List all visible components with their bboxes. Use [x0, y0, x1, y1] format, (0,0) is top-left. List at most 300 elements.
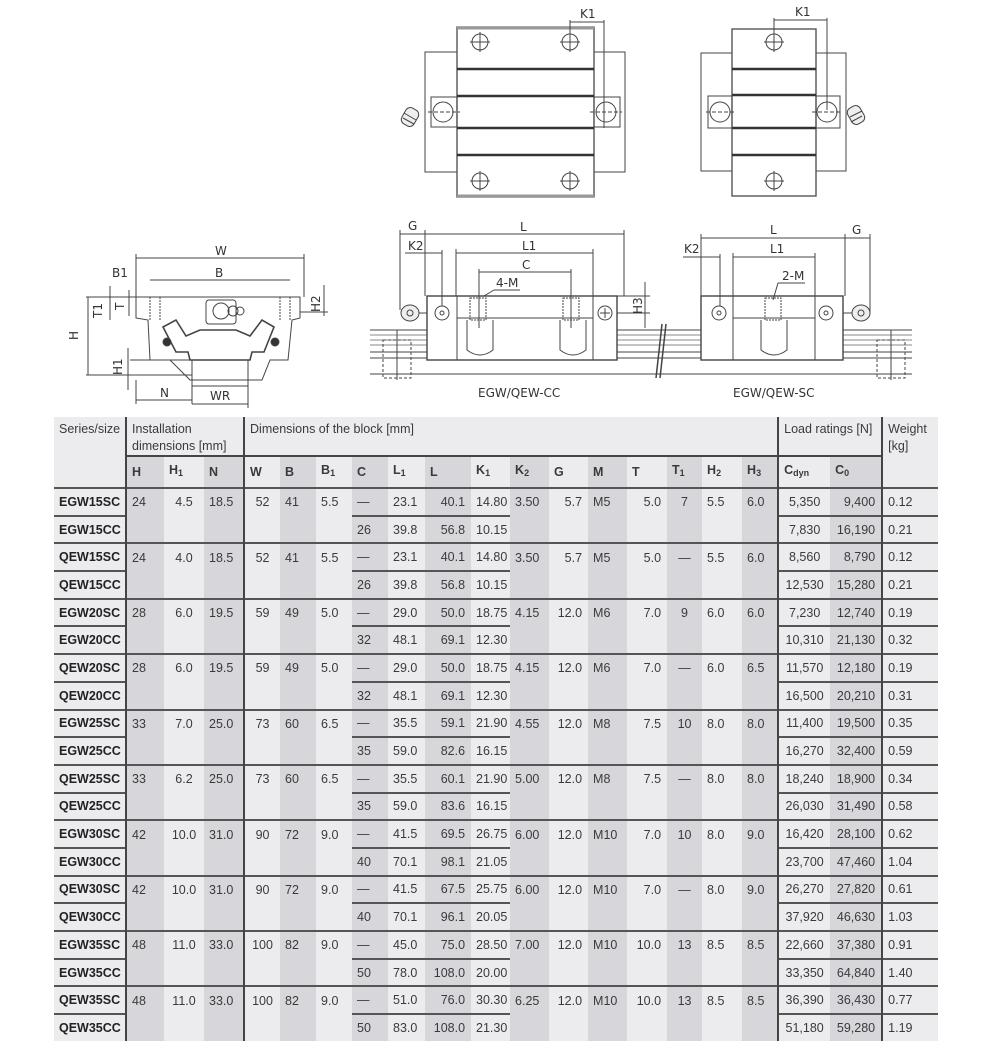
cell-k1: 12.30 — [471, 682, 510, 710]
cell-m — [588, 571, 627, 599]
cell-b: 82 — [280, 931, 316, 959]
cell-h: 48 — [126, 986, 164, 1014]
top-view-cc-drawing — [399, 7, 625, 197]
cell-cdyn: 22,660 — [778, 931, 830, 959]
cell-c: 40 — [352, 848, 388, 876]
series-size-cell: QEW30CC — [54, 903, 126, 931]
cell-g — [549, 903, 588, 931]
cell-t1: 9 — [667, 599, 702, 627]
cell-c: — — [352, 986, 388, 1014]
column-subscript: 3 — [756, 468, 762, 478]
m-thread-label: 4-M — [496, 276, 519, 290]
m-thread-label: 2-M — [782, 269, 805, 283]
cell-k2 — [510, 959, 549, 987]
column-symbol: H — [132, 464, 142, 479]
cell-b1 — [316, 516, 352, 544]
cell-w: 90 — [244, 876, 280, 904]
cell-k2 — [510, 1014, 549, 1041]
cell-w — [244, 1014, 280, 1041]
b1-label: B1 — [112, 266, 128, 280]
cell-w — [244, 682, 280, 710]
cell-t1: 13 — [667, 931, 702, 959]
cell-l1: 48.1 — [388, 682, 425, 710]
cell-l1: 78.0 — [388, 959, 425, 987]
cell-l1: 70.1 — [388, 848, 425, 876]
cell-c0: 59,280 — [830, 1014, 882, 1041]
cell-l: 75.0 — [425, 931, 471, 959]
cell-l: 40.1 — [425, 543, 471, 571]
table-group-header — [54, 417, 938, 456]
h2-label: H2 — [309, 295, 323, 312]
series-size-cell: EGW15CC — [54, 516, 126, 544]
column-header-cdyn — [778, 456, 830, 488]
grease-nipple-icon — [401, 305, 427, 321]
series-size-cell: QEW15CC — [54, 571, 126, 599]
cell-l: 96.1 — [425, 903, 471, 931]
cell-w — [244, 737, 280, 765]
table-row — [54, 626, 938, 654]
cell-cdyn: 26,030 — [778, 793, 830, 821]
table-row — [54, 848, 938, 876]
cell-l: 82.6 — [425, 737, 471, 765]
cell-h2 — [702, 571, 742, 599]
cell-weight: 0.61 — [882, 876, 938, 904]
cell-h3: 9.0 — [742, 876, 778, 904]
cell-w: 73 — [244, 765, 280, 793]
k1-label: K1 — [795, 5, 811, 19]
cell-h: 24 — [126, 543, 164, 571]
cell-cdyn: 11,570 — [778, 654, 830, 682]
column-header-l1 — [388, 456, 425, 488]
cell-b — [280, 682, 316, 710]
cell-l1: 35.5 — [388, 710, 425, 738]
cell-t: 10.0 — [627, 986, 667, 1014]
column-header-m — [588, 456, 627, 488]
cell-t — [627, 516, 667, 544]
cell-cdyn: 16,420 — [778, 820, 830, 848]
cell-w — [244, 793, 280, 821]
cell-l1: 59.0 — [388, 737, 425, 765]
cell-b: 49 — [280, 654, 316, 682]
table-row — [54, 516, 938, 544]
column-header-k2 — [510, 456, 549, 488]
cell-weight: 0.32 — [882, 626, 938, 654]
cell-h3 — [742, 737, 778, 765]
cell-c: — — [352, 765, 388, 793]
cell-k2 — [510, 516, 549, 544]
top-view-sc-drawing — [701, 5, 867, 196]
cell-n: 18.5 — [204, 543, 244, 571]
cell-t: 7.0 — [627, 654, 667, 682]
column-header-n — [204, 456, 244, 488]
cell-l: 69.1 — [425, 682, 471, 710]
cell-m — [588, 1014, 627, 1041]
table-column-header — [54, 456, 938, 488]
cell-l1: 48.1 — [388, 626, 425, 654]
k2-label: K2 — [684, 242, 700, 256]
cell-h — [126, 737, 164, 765]
column-symbol: K — [515, 463, 525, 477]
cell-b1: 5.0 — [316, 599, 352, 627]
cell-h: 42 — [126, 820, 164, 848]
cell-b1: 9.0 — [316, 876, 352, 904]
column-symbol: H — [747, 463, 757, 477]
series-size-cell: QEW25CC — [54, 793, 126, 821]
cell-t — [627, 571, 667, 599]
cell-t: 5.0 — [627, 488, 667, 516]
cell-w: 100 — [244, 986, 280, 1014]
cell-h — [126, 793, 164, 821]
cell-c0: 9,400 — [830, 488, 882, 516]
cell-h2: 8.0 — [702, 820, 742, 848]
l1-label: L1 — [522, 239, 537, 253]
cell-k1: 14.80 — [471, 543, 510, 571]
table-row — [54, 903, 938, 931]
cell-k1: 21.30 — [471, 1014, 510, 1041]
cell-h2 — [702, 903, 742, 931]
table-row — [54, 986, 938, 1014]
cell-t1 — [667, 571, 702, 599]
cell-g — [549, 516, 588, 544]
cell-m — [588, 626, 627, 654]
cell-h3: 8.5 — [742, 986, 778, 1014]
column-subscript: 1 — [679, 468, 685, 478]
cell-h2 — [702, 737, 742, 765]
b-label: B — [215, 266, 224, 280]
cell-weight: 1.03 — [882, 903, 938, 931]
table-row — [54, 682, 938, 710]
cell-b: 60 — [280, 765, 316, 793]
cell-c0: 15,280 — [830, 571, 882, 599]
cell-k1: 18.75 — [471, 654, 510, 682]
cell-h — [126, 1014, 164, 1041]
h1-label: H1 — [111, 358, 125, 375]
cell-c: — — [352, 654, 388, 682]
cell-t1 — [667, 516, 702, 544]
column-header-h3 — [742, 456, 778, 488]
cell-h2: 5.5 — [702, 543, 742, 571]
cell-h2: 8.0 — [702, 876, 742, 904]
sc-caption: EGW/QEW-SC — [733, 386, 815, 400]
cell-k1: 21.05 — [471, 848, 510, 876]
series-size-cell: QEW35CC — [54, 1014, 126, 1041]
cell-b1 — [316, 737, 352, 765]
cell-w: 59 — [244, 654, 280, 682]
cell-k1: 10.15 — [471, 516, 510, 544]
load-ratings-header: Load ratings [N] — [778, 417, 882, 456]
cell-t: 7.5 — [627, 710, 667, 738]
cell-t1: 10 — [667, 710, 702, 738]
cell-h1 — [164, 682, 204, 710]
cell-c: — — [352, 599, 388, 627]
column-subscript: 1 — [330, 468, 336, 478]
column-header-t1 — [667, 456, 702, 488]
cell-weight: 0.19 — [882, 654, 938, 682]
cell-g: 12.0 — [549, 876, 588, 904]
cell-k1: 10.15 — [471, 571, 510, 599]
cell-l1: 59.0 — [388, 793, 425, 821]
cell-m — [588, 903, 627, 931]
cell-t1 — [667, 737, 702, 765]
cell-b: 60 — [280, 710, 316, 738]
cell-h: 33 — [126, 710, 164, 738]
cell-weight: 0.12 — [882, 543, 938, 571]
series-size-cell: EGW15SC — [54, 488, 126, 516]
cell-l: 76.0 — [425, 986, 471, 1014]
cell-n — [204, 959, 244, 987]
cell-g: 12.0 — [549, 599, 588, 627]
cell-t: 5.0 — [627, 543, 667, 571]
table-row — [54, 488, 938, 516]
cell-b — [280, 626, 316, 654]
column-subscript: 2 — [524, 468, 530, 478]
cell-h2 — [702, 959, 742, 987]
cell-weight: 1.04 — [882, 848, 938, 876]
cell-t1 — [667, 682, 702, 710]
cell-t: 7.0 — [627, 876, 667, 904]
cell-c: 26 — [352, 571, 388, 599]
cell-n: 33.0 — [204, 931, 244, 959]
cell-h1 — [164, 959, 204, 987]
grease-nipple-icon — [399, 106, 420, 129]
t-label: T — [113, 302, 127, 310]
cell-l1: 23.1 — [388, 543, 425, 571]
series-size-cell: EGW20CC — [54, 626, 126, 654]
cell-cdyn: 33,350 — [778, 959, 830, 987]
cell-h3: 6.0 — [742, 488, 778, 516]
cell-w: 52 — [244, 543, 280, 571]
cell-b — [280, 571, 316, 599]
cell-g — [549, 848, 588, 876]
column-header-c — [352, 456, 388, 488]
column-header-t — [627, 456, 667, 488]
cell-b — [280, 793, 316, 821]
cell-t: 7.0 — [627, 599, 667, 627]
cell-k1: 14.80 — [471, 488, 510, 516]
table-row — [54, 543, 938, 571]
cell-h: 48 — [126, 931, 164, 959]
column-subscript: 0 — [844, 468, 850, 478]
cell-k1: 21.90 — [471, 765, 510, 793]
column-symbol: K — [476, 463, 486, 477]
table-row — [54, 931, 938, 959]
cell-h2: 8.0 — [702, 765, 742, 793]
w-label: W — [215, 244, 227, 258]
cell-c: — — [352, 876, 388, 904]
series-size-cell: QEW15SC — [54, 543, 126, 571]
cell-c: — — [352, 931, 388, 959]
cell-cdyn: 12,530 — [778, 571, 830, 599]
cell-l1: 29.0 — [388, 654, 425, 682]
cell-h — [126, 959, 164, 987]
column-header-h1 — [164, 456, 204, 488]
cell-t1 — [667, 626, 702, 654]
cell-h3: 8.0 — [742, 765, 778, 793]
cell-cdyn: 26,270 — [778, 876, 830, 904]
table-row — [54, 571, 938, 599]
cell-h1 — [164, 903, 204, 931]
column-header-k1 — [471, 456, 510, 488]
cell-b: 72 — [280, 820, 316, 848]
g-label: G — [852, 223, 862, 237]
cell-c: — — [352, 820, 388, 848]
cell-m: M10 — [588, 820, 627, 848]
cell-l1: 39.8 — [388, 571, 425, 599]
cell-h1: 6.0 — [164, 599, 204, 627]
cc-caption: EGW/QEW-CC — [478, 386, 561, 400]
cell-h2 — [702, 626, 742, 654]
cell-h — [126, 626, 164, 654]
cell-l: 69.5 — [425, 820, 471, 848]
cell-h1: 10.0 — [164, 820, 204, 848]
column-symbol: N — [209, 464, 219, 479]
h-label: H — [67, 330, 81, 340]
cell-k1: 16.15 — [471, 793, 510, 821]
cell-l: 56.8 — [425, 516, 471, 544]
cell-h2: 6.0 — [702, 654, 742, 682]
cell-l: 50.0 — [425, 654, 471, 682]
cell-k1: 21.90 — [471, 710, 510, 738]
cell-weight: 0.19 — [882, 599, 938, 627]
l1-label: L1 — [770, 242, 785, 256]
h3-label: H3 — [631, 297, 645, 314]
cell-t1: — — [667, 543, 702, 571]
series-size-cell: EGW35SC — [54, 931, 126, 959]
series-size-cell: EGW25CC — [54, 737, 126, 765]
cell-b: 41 — [280, 488, 316, 516]
cell-k1: 30.30 — [471, 986, 510, 1014]
cell-c0: 8,790 — [830, 543, 882, 571]
cell-g — [549, 959, 588, 987]
cell-l1: 39.8 — [388, 516, 425, 544]
cell-k1: 16.15 — [471, 737, 510, 765]
cell-g: 5.7 — [549, 488, 588, 516]
cell-b1 — [316, 903, 352, 931]
cell-k1: 18.75 — [471, 599, 510, 627]
cell-c0: 27,820 — [830, 876, 882, 904]
cell-m: M10 — [588, 986, 627, 1014]
series-size-cell: EGW20SC — [54, 599, 126, 627]
cell-k2 — [510, 848, 549, 876]
cell-t — [627, 1014, 667, 1041]
cell-b1: 5.5 — [316, 543, 352, 571]
cell-h3 — [742, 1014, 778, 1041]
cell-l1: 51.0 — [388, 986, 425, 1014]
column-symbol: W — [250, 464, 262, 479]
cell-weight: 0.21 — [882, 571, 938, 599]
cell-h3 — [742, 571, 778, 599]
cell-b: 82 — [280, 986, 316, 1014]
cell-h2: 8.0 — [702, 710, 742, 738]
cell-b1 — [316, 571, 352, 599]
cell-c0: 36,430 — [830, 986, 882, 1014]
series-size-cell: QEW25SC — [54, 765, 126, 793]
cell-k1: 20.05 — [471, 903, 510, 931]
column-symbol: H — [707, 463, 717, 477]
cell-c: 32 — [352, 626, 388, 654]
cell-b — [280, 1014, 316, 1041]
cell-h: 28 — [126, 654, 164, 682]
column-subscript: 1 — [178, 468, 184, 478]
column-symbol: B — [285, 464, 295, 479]
series-size-cell: EGW30SC — [54, 820, 126, 848]
cell-h: 28 — [126, 599, 164, 627]
column-symbol: L — [393, 463, 401, 477]
cell-h3 — [742, 682, 778, 710]
cell-n — [204, 682, 244, 710]
cell-h1 — [164, 516, 204, 544]
cell-w — [244, 959, 280, 987]
cell-weight: 0.21 — [882, 516, 938, 544]
cell-l: 108.0 — [425, 959, 471, 987]
l-label: L — [520, 220, 527, 234]
cell-n: 25.0 — [204, 765, 244, 793]
cell-weight: 1.19 — [882, 1014, 938, 1041]
cell-t1: 7 — [667, 488, 702, 516]
l-label: L — [770, 223, 777, 237]
cell-h — [126, 571, 164, 599]
series-size-header: Series/size — [59, 422, 121, 436]
cell-k1: 12.30 — [471, 626, 510, 654]
cell-k2: 5.00 — [510, 765, 549, 793]
cell-c0: 47,460 — [830, 848, 882, 876]
cell-b1 — [316, 626, 352, 654]
cell-k1: 28.50 — [471, 931, 510, 959]
cell-k1: 20.00 — [471, 959, 510, 987]
cell-h — [126, 516, 164, 544]
cell-weight: 0.59 — [882, 737, 938, 765]
cell-cdyn: 36,390 — [778, 986, 830, 1014]
cell-t1: 13 — [667, 986, 702, 1014]
cell-c0: 28,100 — [830, 820, 882, 848]
cell-k2 — [510, 737, 549, 765]
cell-c: 50 — [352, 1014, 388, 1041]
technical-drawings — [0, 0, 1000, 415]
cell-m: M6 — [588, 599, 627, 627]
cell-k2 — [510, 682, 549, 710]
cell-weight: 1.40 — [882, 959, 938, 987]
table-row — [54, 737, 938, 765]
cell-c: 35 — [352, 793, 388, 821]
table-row — [54, 1014, 938, 1041]
cell-w — [244, 516, 280, 544]
cell-k2: 4.55 — [510, 710, 549, 738]
cell-b — [280, 848, 316, 876]
cell-h1: 10.0 — [164, 876, 204, 904]
cell-cdyn: 10,310 — [778, 626, 830, 654]
cell-g — [549, 682, 588, 710]
cell-g — [549, 1014, 588, 1041]
cell-h2 — [702, 516, 742, 544]
cell-m: M10 — [588, 931, 627, 959]
cell-k2: 7.00 — [510, 931, 549, 959]
cell-h1: 11.0 — [164, 986, 204, 1014]
cell-g: 12.0 — [549, 820, 588, 848]
cell-m — [588, 959, 627, 987]
table-row — [54, 959, 938, 987]
cell-t — [627, 626, 667, 654]
cell-h3: 8.0 — [742, 710, 778, 738]
cell-h — [126, 848, 164, 876]
cell-n — [204, 571, 244, 599]
column-symbol: C — [784, 463, 794, 477]
column-header-w — [244, 456, 280, 488]
cell-t1 — [667, 793, 702, 821]
cell-t1: — — [667, 876, 702, 904]
column-header-b — [280, 456, 316, 488]
side-view-cc-drawing — [400, 219, 650, 400]
cell-cdyn: 23,700 — [778, 848, 830, 876]
